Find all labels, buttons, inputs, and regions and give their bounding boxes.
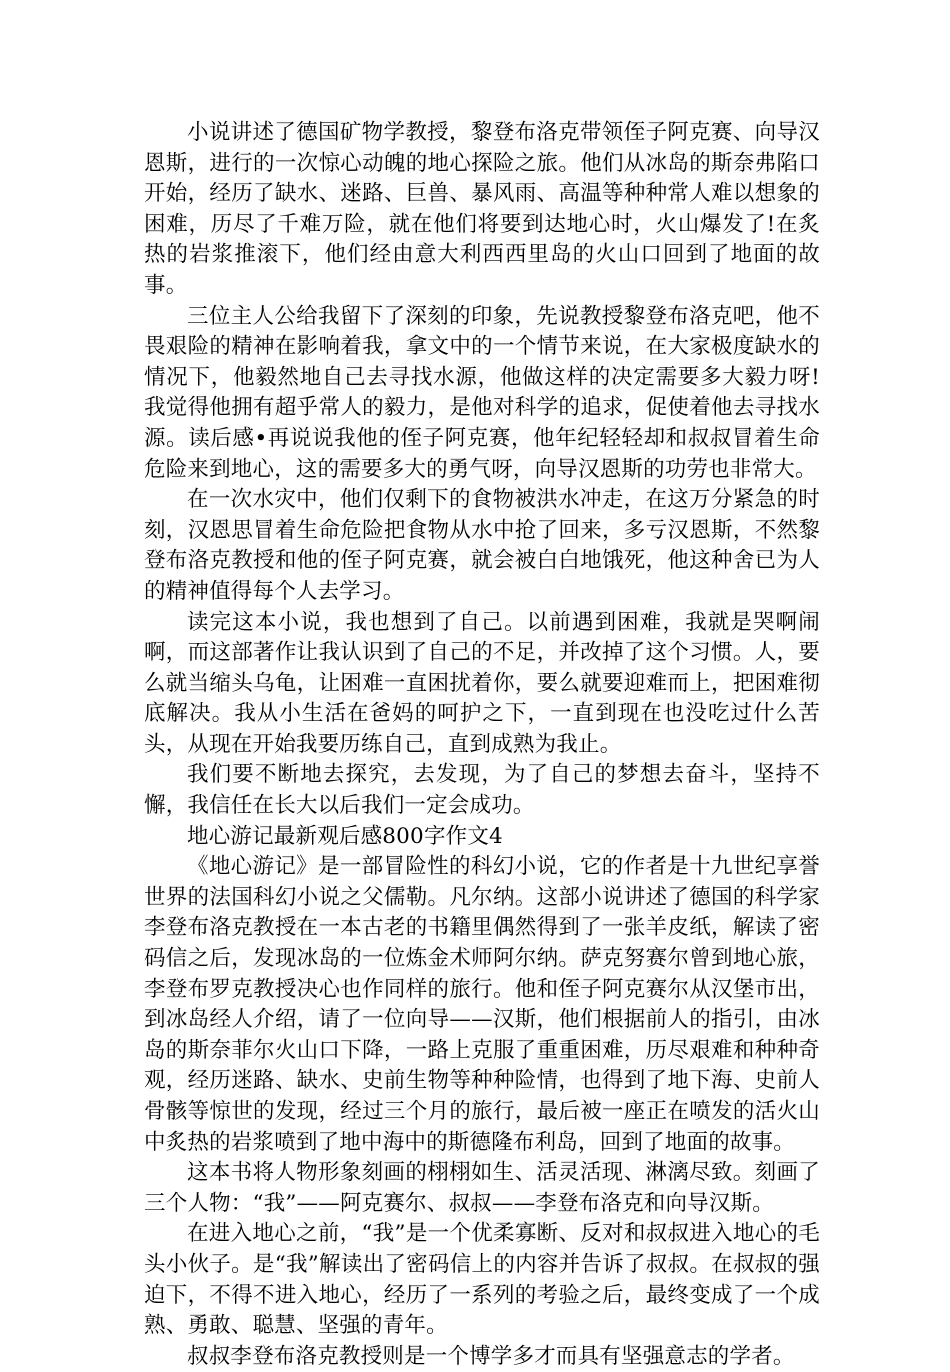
document-page <box>144 118 820 1372</box>
paragraph-9: 叔叔李登布洛克教授则是一个博学多才而具有坚强意志的学者。 <box>187 1343 795 1369</box>
paragraph-6: 《地心游记》是一部冒险性的科幻小说，它的作者是十九世纪享誉世界的法国科幻小说之父儒勒。凡尔纳。这部小说讲述了德国的科学家李登布洛克教授在一本古老的书籍里偶然得到了一张羊皮纸，解读了密码信之后，发现冰岛的一位炼金术师阿尔纳。萨克努赛尔曾到地心旅，李登布罗克教授决心也作同样的旅行。他和侄子阿克赛尔从汉堡市出，到冰岛经人介绍，请了一位向导——汉斯，他们根据前人的指引，由冰岛的斯奈菲尔火山口下降，一路上克服了重重困难，历尽艰难和种种奇观，经历迷路、缺水、史前生物等种种险情，也得到了地下海、史前人骨骸等惊世的发现，经过三个月的旅行，最后被一座正在喷发的活火山中炙热的岩浆喷到了地中海中的斯德隆布利岛，回到了地面的故事。 <box>144 854 820 1155</box>
paragraph-3: 在一次水灾中，他们仅剩下的食物被洪水冲走，在这万分紧急的时刻，汉恩思冒着生命危险把食物从水中抢了回来，多亏汉恩斯，不然黎登布洛克教授和他的侄子阿克赛，就会被白白地饿死，他这种舍已为人的精神值得每个人去学习。 <box>144 487 820 604</box>
paragraph-5: 我们要不断地去探究，去发现，为了自己的梦想去奋斗，坚持不懈，我信任在长大以后我们一定会成功。 <box>144 762 820 819</box>
paragraph-2: 三位主人公给我留下了深刻的印象，先说教授黎登布洛克吧，他不畏艰险的精神在影响着我，拿文中的一个情节来说，在大家极度缺水的情况下，他毅然地自己去寻找水源，他做这样的决定需要多大毅力呀!我觉得他拥有超乎常人的毅力，是他对科学的追求，促使着他去寻找水源。读后感•再说说我他的侄子阿克赛，他年纪轻轻却和叔叔冒着生命危险来到地心，这的需要多大的勇气呀，向导汉恩斯的功劳也非常大。 <box>144 303 820 482</box>
paragraph-4: 读完这本小说，我也想到了自己。以前遇到困难，我就是哭啊闹啊，而这部著作让我认识到了自己的不足，并改掉了这个习惯。人，要么就当缩头乌龟，让困难一直困扰着你，要么就要迎难而上，把困难彻底解决。我从小生活在爸妈的呵护之下，一直到现在也没吃过什么苦头，从现在开始我要历练自己，直到成熟为我止。 <box>144 609 820 757</box>
paragraph-7: 这本书将人物形象刻画的栩栩如生、活灵活现、淋漓尽致。刻画了三个人物：“我”——阿克赛尔、叔叔——李登布洛克和向导汉斯。 <box>144 1160 820 1216</box>
paragraph-1: 小说讲述了德国矿物学教授，黎登布洛克带领侄子阿克赛、向导汉恩斯，进行的一次惊心动魄的地心探险之旅。他们从冰岛的斯奈弗陷口开始，经历了缺水、迷路、巨兽、暴风雨、高温等种种常人难以想象的困难，历尽了千难万险，就在他们将要到达地心时，火山爆发了!在炙热的岩浆推滚下，他们经由意大利西西里岛的火山口回到了地面的故事。 <box>144 120 820 298</box>
paragraph-8: 在进入地心之前，“我”是一个优柔寡断、反对和叔叔进入地心的毛头小伙子。是“我”解读出了密码信上的内容并告诉了叔叔。在叔叔的强迫下，不得不进入地心，经历了一系列的考验之后，最终变成了一个成熟、勇敢、聪慧、坚强的青年。 <box>144 1221 820 1339</box>
section-heading: 地心游记最新观后感800字作文4 <box>187 823 503 849</box>
